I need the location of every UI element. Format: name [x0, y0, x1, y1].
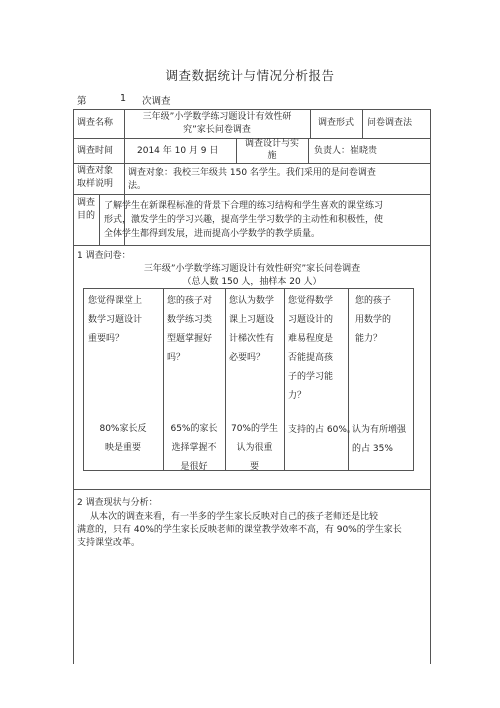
survey-purpose-label-line2: 目的	[77, 211, 96, 221]
answer-2: 65%的家长 选择掌握不 是很好	[170, 424, 218, 472]
issue-suffix: 次调查	[142, 96, 171, 107]
page-title: 调查数据统计与情况分析报告	[165, 68, 335, 83]
survey-object-value-line1: 调查对象：我校三年级共 150 名学生。我们采用的是问卷调查	[128, 168, 376, 178]
issue-number: 1	[120, 93, 127, 104]
question-1: 您觉得课堂上 数学习题设计 重要吗？	[88, 296, 143, 344]
questionnaire-subtitle: （总人数 150 人，抽样本 20 人）	[182, 277, 322, 287]
question-4: 您觉得数学 习题设计的 难易程度是 否能提高孩 子的学习能 力？	[288, 296, 334, 401]
answer-5: 认为有所增强 的占 35%	[352, 425, 407, 454]
survey-purpose-line1: 了解学生在新课程标准的背景下合理的练习结构和学生喜欢的课堂练习	[104, 201, 384, 211]
question-3: 您认为数学 课上习题设 计梯次性有 必要吗？	[229, 296, 275, 363]
issue-prefix: 第	[77, 96, 87, 107]
question-2: 您的孩子对 数学练习类 型题掌握好 吗？	[167, 296, 213, 363]
survey-time-value: 2014 年 10 月 9 日	[137, 146, 219, 156]
survey-purpose-line3: 全体学生都得到发展，进而提高小学数学的教学质量。	[104, 229, 321, 239]
survey-time-label: 调查时间	[77, 146, 114, 156]
questionnaire-heading: 1 调查问卷：	[77, 251, 131, 261]
survey-form-value: 问卷调查法	[367, 118, 413, 128]
survey-design-label-line1: 调查设计与实	[244, 139, 299, 149]
survey-purpose-line2: 形式，激发学生的学习兴趣，提高学生学习数学的主动性和积极性，使	[104, 215, 384, 225]
survey-purpose-label-line1: 调查	[77, 198, 96, 208]
analysis-line2: 满意的，只有 40%的学生家长反映老师的课堂教学效率不高，有 90%的学生家长	[77, 525, 402, 535]
survey-object-value-line2: 法。	[128, 181, 147, 191]
analysis-line3: 支持课堂改革。	[77, 538, 141, 548]
answer-4: 支持的占 60%。	[288, 425, 356, 435]
answer-1: 80%家长反 映是重要	[99, 424, 147, 453]
survey-name-value-line1: 三年级”小学数学练习题设计有效性研	[142, 112, 292, 122]
survey-name-label: 调查名称	[77, 118, 114, 128]
answer-3: 70%的学生 认为很重 要	[230, 424, 278, 472]
question-5: 您的孩子 用数学的 能力？	[355, 296, 392, 344]
survey-object-label-line2: 取样说明	[77, 179, 114, 189]
analysis-line1: 从本次的调查来看，有一半多的学生家长反映对自己的孩子老师还是比较	[90, 512, 379, 522]
survey-object-label-line1: 调查对象	[77, 166, 114, 176]
questionnaire-title: 三年级”小学数学练习题设计有效性研究”家长问卷调查	[143, 264, 361, 274]
survey-form-label: 调查形式	[318, 118, 355, 128]
survey-name-value-line2: 究”家长问卷调查	[183, 125, 251, 135]
analysis-heading: 2 调查现状与分析：	[77, 498, 158, 508]
survey-design-label-line2: 施	[267, 151, 277, 161]
survey-owner-value: 负责人：崔晓贵	[314, 146, 378, 156]
